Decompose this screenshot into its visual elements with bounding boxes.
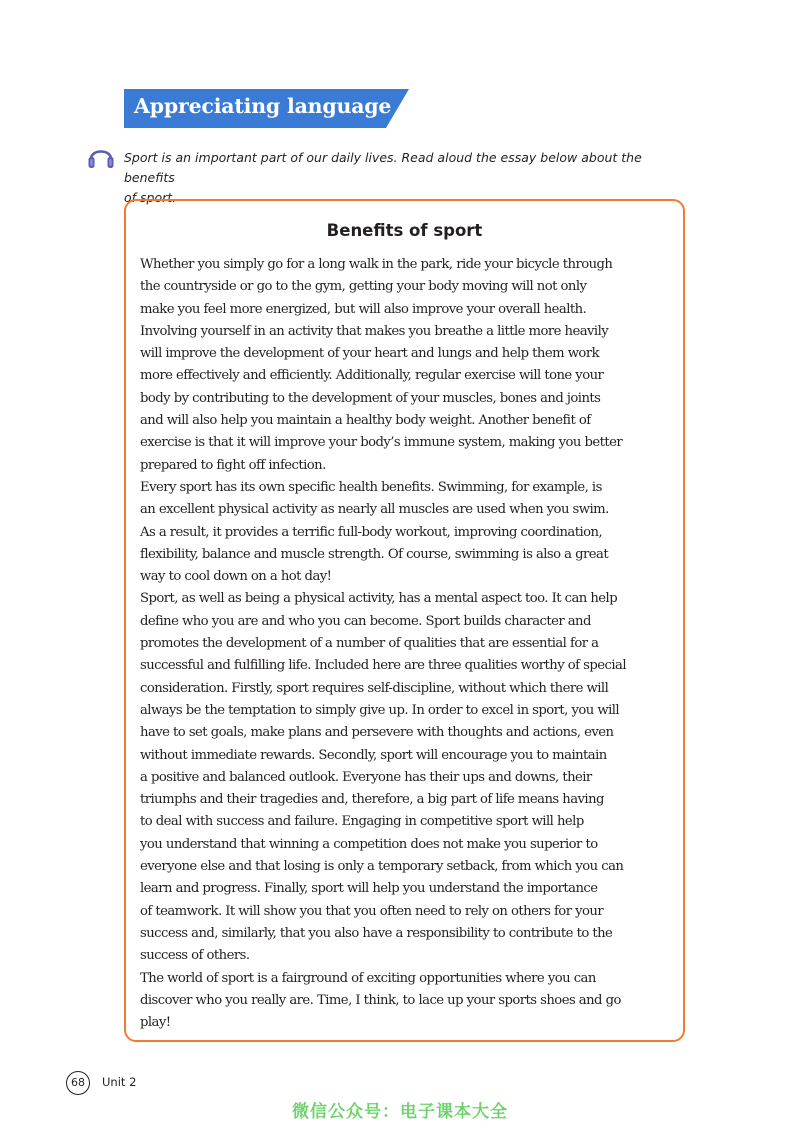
essay-line: way to cool down on a hot day!	[140, 569, 332, 585]
essay-line: consideration. Firstly, sport requires self-discipline, without which there will	[140, 680, 609, 696]
essay-line: define who you are and who you can become. Sport builds character and	[140, 613, 591, 629]
essay-line: learn and progress. Finally, sport will help you understand the importance	[140, 881, 598, 897]
essay-line: promotes the development of a number of qualities that are essential for a	[140, 636, 599, 652]
essay-body	[140, 254, 700, 1034]
essay-line: flexibility, balance and muscle strength. Of course, swimming is also a great	[140, 546, 609, 562]
essay-line: Sport, as well as being a physical activity, has a mental aspect too. It can help	[140, 591, 618, 607]
essay-line: a positive and balanced outlook. Everyone has their ups and downs, their	[140, 769, 592, 785]
essay-line: successful and fulfilling life. Included here are three qualities worthy of special	[140, 658, 626, 674]
essay-line: triumphs and their tragedies and, therefore, a big part of life means having	[140, 792, 604, 808]
essay-line: make you feel more energized, but will also improve your overall health.	[140, 301, 587, 317]
essay-line: of teamwork. It will show you that you often need to rely on others for your	[140, 903, 604, 919]
essay-line: Every sport has its own specific health benefits. Swimming, for example, is	[140, 479, 602, 495]
essay-line: to deal with success and failure. Engaging in competitive sport will help	[140, 814, 584, 830]
unit-label: Unit 2	[102, 1075, 137, 1089]
essay-line: discover who you really are. Time, I think, to lace up your sports shoes and go	[140, 992, 621, 1008]
essay-line: have to set goals, make plans and persevere with thoughts and actions, even	[140, 725, 614, 741]
essay-line: prepared to fight off infection.	[140, 457, 326, 473]
essay-line: the countryside or go to the gym, getting your body moving will not only	[140, 279, 587, 295]
essay-line: exercise is that it will improve your body’s immune system, making you better	[140, 435, 623, 451]
watermark: 微信公众号：电子课本大全	[292, 1102, 508, 1122]
essay-line: you understand that winning a competition does not make you superior to	[140, 836, 598, 852]
essay-line: success of others.	[140, 948, 250, 964]
essay-line: everyone else and that losing is only a temporary setback, from which you can	[140, 859, 624, 875]
essay-line: without immediate rewards. Secondly, sport will encourage you to maintain	[140, 747, 607, 763]
essay-line: As a result, it provides a terrific full-body workout, improving coordination,	[140, 524, 603, 540]
section-banner	[124, 89, 409, 128]
headphones-icon[interactable]	[86, 142, 116, 170]
essay-line: more effectively and efficiently. Additionally, regular exercise will tone your	[140, 368, 604, 384]
essay-line: The world of sport is a fairground of exciting opportunities where you can	[140, 970, 596, 986]
instruction-line: Sport is an important part of our daily lives. Read aloud the essay below about the benefits	[124, 150, 642, 185]
essay-line: will improve the development of your heart and lungs and help them work	[140, 346, 600, 362]
essay-line: an excellent physical activity as nearly all muscles are used when you swim.	[140, 502, 609, 518]
essay-line: Involving yourself in an activity that makes you breathe a little more heavily	[140, 323, 609, 339]
section-title: Appreciating language	[134, 94, 392, 118]
page-number: 68	[66, 1071, 90, 1095]
instruction-line: of sport.	[124, 190, 177, 205]
essay-line: body by contributing to the development of your muscles, bones and joints	[140, 390, 601, 406]
essay-line: Whether you simply go for a long walk in the park, ride your bicycle through	[140, 257, 613, 272]
essay-title: Benefits of sport	[326, 221, 483, 240]
essay-line: and will also help you maintain a healthy body weight. Another benefit of	[140, 413, 591, 429]
essay-line: success and, similarly, that you also have a responsibility to contribute to the	[140, 925, 613, 941]
essay-panel	[124, 199, 685, 1042]
essay-line: play!	[140, 1015, 171, 1031]
essay-line: always be the temptation to simply give up. In order to excel in sport, you will	[140, 702, 620, 718]
